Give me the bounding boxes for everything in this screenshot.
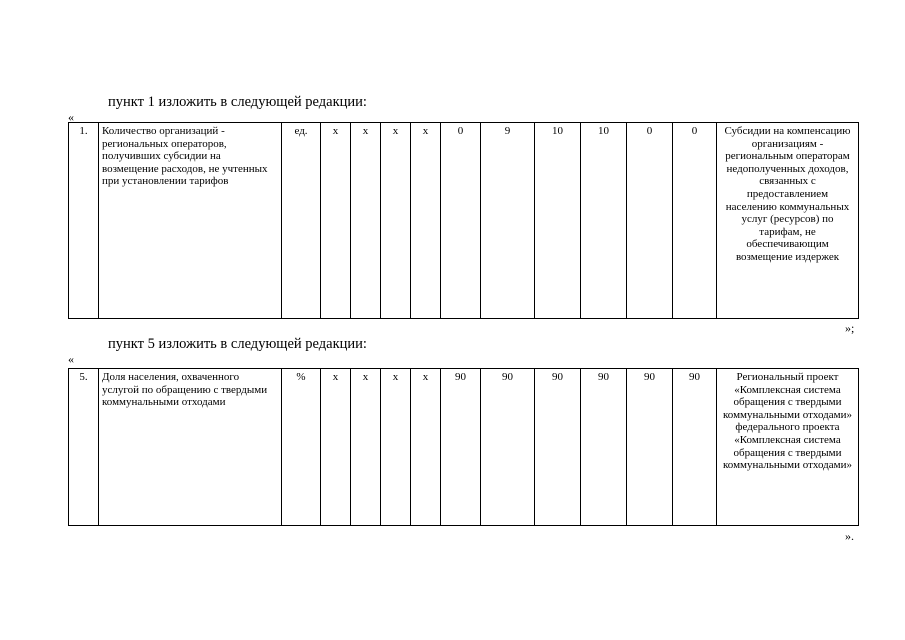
value-cell: 90	[581, 369, 627, 526]
value-cell: 10	[581, 123, 627, 319]
value-cell: х	[321, 123, 351, 319]
note-cell: Субсидии на компенсацию организациям - региональным операторам недополученных доходов, связанных с предоставлением населению коммунальных услуг (ресурсов) по тарифам, не обеспечивающим возмещение издержек	[717, 123, 859, 319]
value-cell: х	[321, 369, 351, 526]
row-number: 5.	[69, 369, 99, 526]
value-cell: х	[351, 369, 381, 526]
value-cell: 0	[627, 123, 673, 319]
section1-close-quote: »;	[845, 321, 855, 335]
section2-close-quote: ».	[845, 529, 854, 543]
value-cell: х	[381, 369, 411, 526]
value-cell: 90	[627, 369, 673, 526]
value-cell: 90	[673, 369, 717, 526]
value-cell: 90	[535, 369, 581, 526]
row-number: 1.	[69, 123, 99, 319]
value-cell: х	[411, 369, 441, 526]
section1-heading: пункт 1 изложить в следующей редакции:	[108, 94, 367, 110]
value-cell: 0	[441, 123, 481, 319]
indicator-name: Количество организаций - региональных операторов, получивших субсидии на возмещение расходов, не учтенных при установлении тарифов	[99, 123, 282, 319]
indicator-name: Доля населения, охваченного услугой по обращению с твердыми коммунальными отходами	[99, 369, 282, 526]
value-cell: х	[381, 123, 411, 319]
section1-open-quote: «	[68, 110, 74, 124]
note-cell: Региональный проект «Комплексная система обращения с твердыми коммунальными отходами» федерального проекта «Комплексная система обращения с твердыми коммунальными отходами»	[717, 369, 859, 526]
section2-table	[68, 368, 859, 526]
value-cell: 10	[535, 123, 581, 319]
value-cell: 0	[673, 123, 717, 319]
unit-cell: ед.	[282, 123, 321, 319]
section2-open-quote: «	[68, 352, 74, 366]
table-row	[69, 369, 859, 526]
value-cell: 90	[441, 369, 481, 526]
value-cell: х	[411, 123, 441, 319]
section2-heading: пункт 5 изложить в следующей редакции:	[108, 336, 367, 352]
value-cell: х	[351, 123, 381, 319]
value-cell: 9	[481, 123, 535, 319]
unit-cell: %	[282, 369, 321, 526]
value-cell: 90	[481, 369, 535, 526]
section1-table	[68, 122, 859, 319]
table-row	[69, 123, 859, 319]
